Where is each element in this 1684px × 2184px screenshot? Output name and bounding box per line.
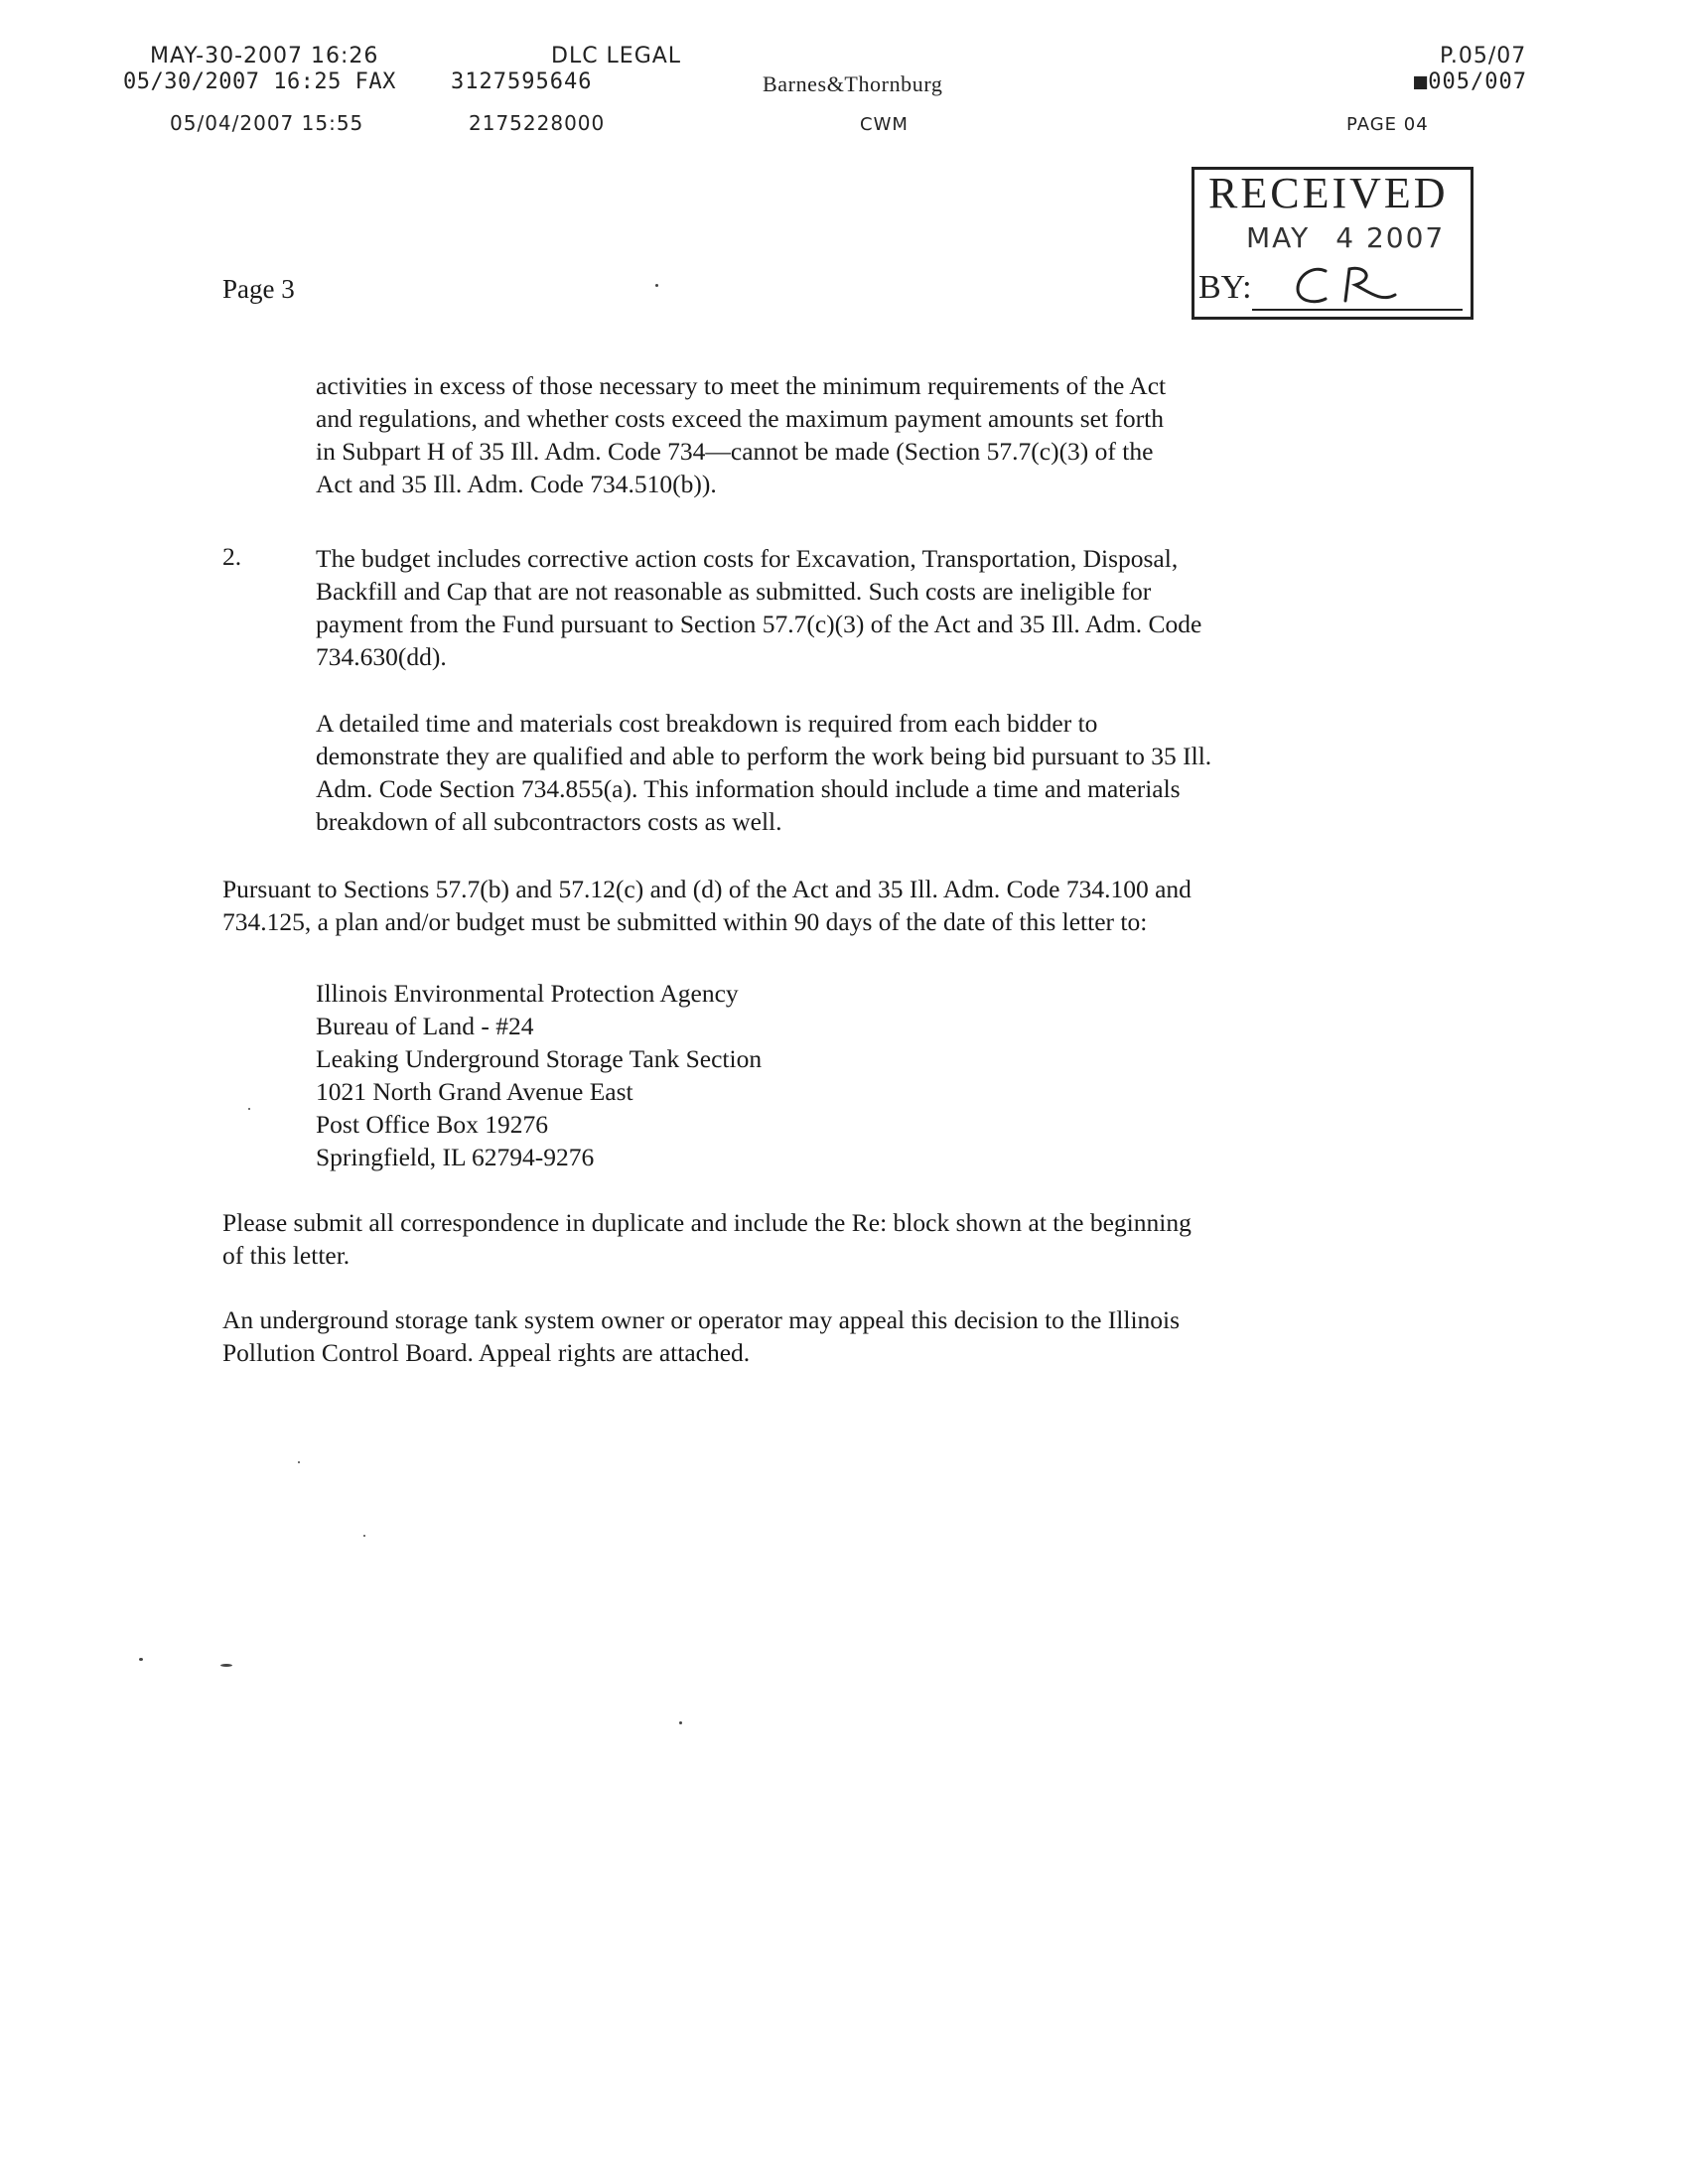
text-line: activities in excess of those necessary to meet the minimum requirements of the Act xyxy=(316,371,1167,400)
fax-header-page-1: P.05/07 xyxy=(1440,44,1527,68)
submission-deadline-paragraph xyxy=(222,873,1192,938)
address-line: Bureau of Land - #24 xyxy=(316,1012,534,1040)
page-number: Page 3 xyxy=(222,274,295,304)
scan-speck xyxy=(248,1108,250,1110)
address-line: Illinois Environmental Protection Agency xyxy=(316,979,739,1008)
text-line: Pursuant to Sections 57.7(b) and 57.12(c) and (d) of the Act and 35 Ill. Adm. Code 734.100 and xyxy=(222,875,1192,903)
fax-header-number-2: 3127595646 xyxy=(451,69,593,94)
stamp-month: MAY xyxy=(1246,221,1311,254)
stamp-date xyxy=(1246,221,1445,254)
text-line: payment from the Fund pursuant to Section 57.7(c)(3) of the Act and 35 Ill. Adm. Code xyxy=(316,610,1202,638)
fax-header-sender: DLC LEGAL xyxy=(551,44,682,68)
text-line: 734.125, a plan and/or budget must be submitted within 90 days of the date of this letter to: xyxy=(222,907,1148,936)
scan-speck xyxy=(363,1535,365,1537)
text-line: The budget includes corrective action costs for Excavation, Transportation, Disposal, xyxy=(316,544,1179,573)
appeal-rights-paragraph xyxy=(222,1303,1180,1369)
fax-header-number-3: 2175228000 xyxy=(469,111,606,135)
stamp-by-label: BY: xyxy=(1198,269,1252,306)
scan-speck xyxy=(655,284,658,287)
address-line: 1021 North Grand Avenue East xyxy=(316,1077,633,1106)
address-line: Post Office Box 19276 xyxy=(316,1110,548,1139)
stamp-day-year: 4 2007 xyxy=(1335,221,1446,254)
scan-speck xyxy=(679,1721,682,1724)
text-line: Adm. Code Section 734.855(a). This information should include a time and materials xyxy=(316,774,1181,803)
agency-address-block xyxy=(316,977,762,1173)
item-2-paragraph xyxy=(316,542,1201,673)
continuation-paragraph xyxy=(316,369,1166,500)
text-line: of this letter. xyxy=(222,1241,351,1270)
fax-header-code: CWM xyxy=(860,114,909,135)
text-line: demonstrate they are qualified and able to perform the work being bid pursuant to 35 Ill. xyxy=(316,742,1212,770)
text-line: 734.630(dd). xyxy=(316,642,447,671)
text-line: Act and 35 Ill. Adm. Code 734.510(b)). xyxy=(316,470,717,498)
cost-breakdown-paragraph xyxy=(316,707,1211,838)
correspondence-instructions-paragraph xyxy=(222,1206,1192,1272)
fax-header-date-1: MAY-30-2007 16:26 xyxy=(150,44,379,68)
address-line: Leaking Underground Storage Tank Section xyxy=(316,1044,763,1073)
handwritten-initials-signature xyxy=(1292,261,1411,311)
text-line: and regulations, and whether costs exceed the maximum payment amounts set forth xyxy=(316,404,1165,433)
item-number: 2. xyxy=(222,542,242,571)
stamp-title: RECEIVED xyxy=(1208,169,1449,217)
fax-header-firm: Barnes&Thornburg xyxy=(763,71,943,96)
text-line: An underground storage tank system owner or operator may appeal this decision to the Illinois xyxy=(222,1305,1181,1334)
text-line: Backfill and Cap that are not reasonable as submitted. Such costs are ineligible for xyxy=(316,577,1152,606)
text-line: in Subpart H of 35 Ill. Adm. Code 734—cannot be made (Section 57.7(c)(3) of the xyxy=(316,437,1154,466)
fax-header-date-3: 05/04/2007 15:55 xyxy=(170,111,364,135)
fax-header-page-3: PAGE 04 xyxy=(1346,114,1429,135)
address-line: Springfield, IL 62794-9276 xyxy=(316,1143,595,1171)
fax-header-date-2: 05/30/2007 16:25 FAX xyxy=(123,69,396,94)
fax-header-page-2: ■005/007 xyxy=(1414,69,1527,94)
scan-speck xyxy=(139,1658,143,1661)
text-line: Pollution Control Board. Appeal rights are attached. xyxy=(222,1338,751,1367)
scan-speck xyxy=(220,1664,232,1667)
received-stamp xyxy=(1192,167,1474,320)
text-line: breakdown of all subcontractors costs as well. xyxy=(316,807,782,836)
scan-speck xyxy=(298,1461,300,1463)
stamp-signature-line xyxy=(1252,309,1463,311)
text-line: Please submit all correspondence in duplicate and include the Re: block shown at the beginning xyxy=(222,1208,1192,1237)
text-line: A detailed time and materials cost breakdown is required from each bidder to xyxy=(316,709,1098,738)
